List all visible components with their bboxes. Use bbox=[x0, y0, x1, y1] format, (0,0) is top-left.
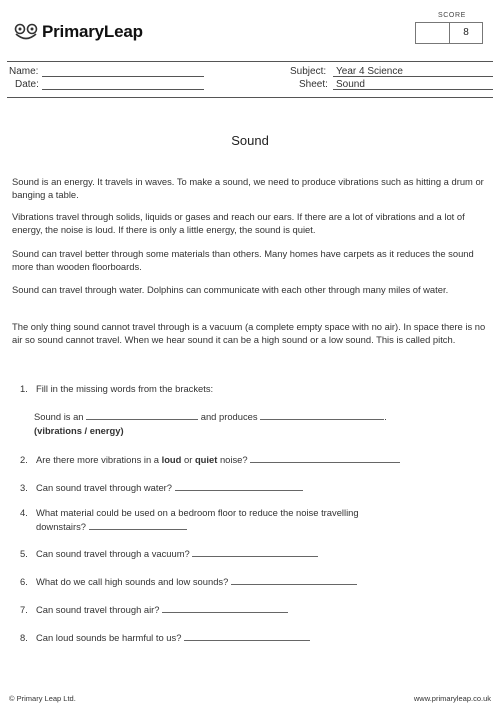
question-8 bbox=[20, 631, 490, 645]
question-text: downstairs? bbox=[36, 521, 87, 532]
question-7 bbox=[20, 603, 490, 617]
answer-blank-4[interactable] bbox=[89, 520, 187, 530]
bold-word-loud: loud bbox=[161, 454, 182, 465]
question-number: 2. bbox=[20, 454, 28, 465]
page-title: Sound bbox=[231, 133, 269, 148]
score-box bbox=[415, 22, 483, 44]
question-1 bbox=[20, 383, 490, 396]
question-5 bbox=[20, 547, 490, 561]
answer-blank-6[interactable] bbox=[231, 575, 357, 585]
paragraph-4: Sound can travel through water. Dolphins can communicate with each other through many miles of water. bbox=[12, 284, 449, 295]
meta-divider bbox=[7, 97, 493, 98]
answer-blank-1b[interactable] bbox=[260, 410, 384, 420]
question-text: Can sound travel through a vacuum? bbox=[36, 548, 190, 559]
question-number: 4. bbox=[20, 507, 28, 518]
question-number: 6. bbox=[20, 576, 28, 587]
footer-url[interactable]: www.primaryleap.co.uk bbox=[413, 694, 491, 703]
sheet-label: Sheet: bbox=[299, 79, 328, 90]
paragraph-2: Vibrations travel through solids, liquids or gases and reach our ears. If there are a lot of vibrations and a lot of energy, the noise is loud. If there is only a little energy, the sound is quiet. bbox=[12, 211, 465, 235]
sentence-part-b: and produces bbox=[200, 411, 258, 422]
question-text: Can sound travel through water? bbox=[36, 482, 173, 493]
question-number: 7. bbox=[20, 604, 28, 615]
sheet-value: Sound bbox=[336, 79, 365, 90]
question-text: or bbox=[184, 454, 193, 465]
answer-blank-1a[interactable] bbox=[86, 410, 198, 420]
question-text: Are there more vibrations in a bbox=[36, 454, 159, 465]
brand-logo bbox=[14, 22, 143, 42]
question-text: Can loud sounds be harmful to us? bbox=[36, 632, 182, 643]
question-text: Fill in the missing words from the brackets: bbox=[36, 383, 214, 394]
sentence-end: . bbox=[384, 411, 387, 422]
subject-label: Subject: bbox=[290, 66, 327, 77]
brand-name: PrimaryLeap bbox=[42, 22, 143, 41]
header-divider bbox=[7, 61, 493, 62]
paragraph-1: Sound is an energy. It travels in waves. To make a sound, we need to produce vibrations such as hitting a drum or banging a table. bbox=[12, 176, 484, 200]
paragraph-3: Sound can travel better through some materials than others. Many homes have carpets as it reduces the sound more than wooden floorboards. bbox=[12, 248, 474, 272]
answer-blank-2[interactable] bbox=[250, 453, 400, 463]
question-text: noise? bbox=[219, 454, 248, 465]
score-value: 8 bbox=[463, 27, 469, 38]
footer-copyright: © Primary Leap Ltd. bbox=[9, 694, 76, 703]
answer-blank-8[interactable] bbox=[184, 631, 310, 641]
question-1-sentence bbox=[34, 410, 490, 424]
answer-blank-5[interactable] bbox=[192, 547, 318, 557]
name-field[interactable] bbox=[42, 65, 204, 77]
frog-icon bbox=[14, 23, 38, 41]
sentence-part-a: Sound is an bbox=[34, 411, 84, 422]
question-6 bbox=[20, 575, 490, 589]
paragraph-5: The only thing sound cannot travel through is a vacuum (a complete empty space with no air). In space there is no air so sound cannot travel. When we hear sound it can be a high sound or a low sound. This is called pitch. bbox=[12, 321, 486, 345]
answer-blank-7[interactable] bbox=[162, 603, 288, 613]
question-text: Can sound travel through air? bbox=[36, 604, 160, 615]
question-number: 1. bbox=[20, 383, 28, 394]
question-number: 8. bbox=[20, 632, 28, 643]
question-number: 5. bbox=[20, 548, 28, 559]
date-label: Date: bbox=[15, 79, 39, 90]
bold-word-quiet: quiet bbox=[194, 454, 218, 465]
question-3 bbox=[20, 481, 490, 495]
question-4-line2 bbox=[36, 520, 490, 534]
question-2 bbox=[20, 453, 490, 467]
question-4 bbox=[20, 507, 490, 520]
score-label: SCORE bbox=[438, 12, 466, 19]
name-label: Name: bbox=[9, 66, 39, 77]
question-1-options: (vibrations / energy) bbox=[34, 425, 124, 436]
score-empty-cell bbox=[416, 23, 450, 43]
answer-blank-3[interactable] bbox=[175, 481, 303, 491]
subject-value: Year 4 Science bbox=[336, 66, 403, 77]
date-field[interactable] bbox=[42, 78, 204, 90]
question-number: 3. bbox=[20, 482, 28, 493]
question-text: What material could be used on a bedroom floor to reduce the noise travelling bbox=[36, 507, 359, 518]
question-text: What do we call high sounds and low sounds? bbox=[36, 576, 229, 587]
